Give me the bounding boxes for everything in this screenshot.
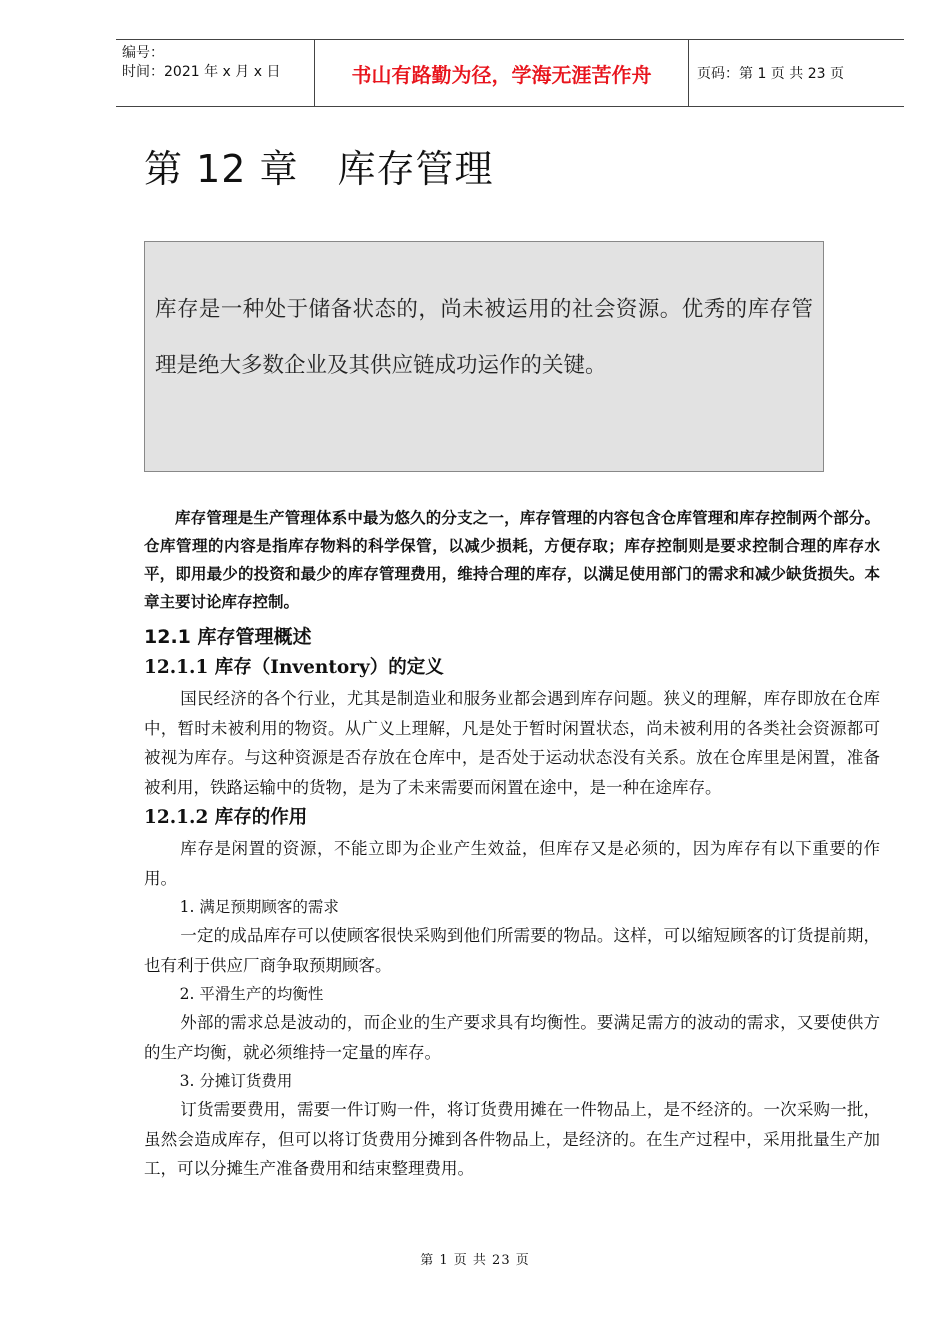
item-text-1: 一定的成品库存可以使顾客很快采购到他们所需要的物品。这样，可以缩短顾客的订货提前期，也有利于供应厂商争取预期顾客。 bbox=[144, 926, 880, 975]
item-label-1: 1. 满足预期顾客的需求 bbox=[179, 898, 339, 916]
abstract-box: 库存是一种处于储备状态的，尚未被运用的社会资源。优秀的库存管理是绝大多数企业及其供应链成功运作的关键。 bbox=[144, 241, 824, 472]
page-footer: 第 1 页 共 23 页 bbox=[420, 1253, 530, 1268]
section-heading-12-1: 12.1 库存管理概述 bbox=[144, 626, 312, 648]
header-page-info: 页码：第 1 页 共 23 页 bbox=[697, 66, 844, 82]
role-paragraph: 库存是闲置的资源，不能立即为企业产生效益，但库存又是必须的，因为库存有以下重要的作用。 bbox=[144, 839, 880, 888]
chapter-title: 第 12 章 库存管理 bbox=[144, 147, 494, 191]
header-number-label: 编号： bbox=[122, 45, 164, 61]
header-meta bbox=[116, 40, 315, 106]
item-label-2: 2. 平滑生产的均衡性 bbox=[179, 985, 324, 1003]
header-motto: 书山有路勤为径，学海无涯苦作舟 bbox=[315, 40, 689, 106]
document-header bbox=[116, 39, 904, 107]
main-content bbox=[144, 504, 880, 1184]
section-heading-12-1-2: 12.1.2 库存的作用 bbox=[144, 807, 308, 828]
header-time-label: 时间：2021 年 x 月 x 日 bbox=[122, 64, 281, 80]
item-label-3: 3. 分摊订货费用 bbox=[179, 1072, 293, 1090]
definition-paragraph: 国民经济的各个行业，尤其是制造业和服务业都会遇到库存问题。狭义的理解，库存即放在仓库中，暂时未被利用的物资。从广义上理解，凡是处于暂时闲置状态，尚未被利用的各类社会资源都可被视为库存。与这种资源是否存放在仓库中，是否处于运动状态没有关系。放在仓库里是闲置，准备被利用，铁路运输中的货物，是为了未来需要而闲置在途中，是一种在途库存。 bbox=[144, 689, 880, 797]
intro-paragraph: 库存管理是生产管理体系中最为悠久的分支之一，库存管理的内容包含仓库管理和库存控制两个部分。仓库管理的内容是指库存物料的科学保管，以减少损耗，方便存取；库存控制则是要求控制合理的库存水平，即用最少的投资和最少的库存管理费用，维持合理的库存，以满足使用部门的需求和减少缺货损失。本章主要讨论库存控制。 bbox=[144, 508, 880, 611]
section-heading-12-1-1: 12.1.1 库存（Inventory）的定义 bbox=[144, 657, 444, 678]
item-text-2: 外部的需求总是波动的，而企业的生产要求具有均衡性。要满足需方的波动的需求，又要使供方的生产均衡，就必须维持一定量的库存。 bbox=[144, 1013, 880, 1062]
item-text-3: 订货需要费用，需要一件订购一件，将订货费用摊在一件物品上，是不经济的。一次采购一批，虽然会造成库存，但可以将订货费用分摊到各件物品上，是经济的。在生产过程中，采用批量生产加工，可以分摊生产准备费用和结束整理费用。 bbox=[144, 1100, 880, 1178]
